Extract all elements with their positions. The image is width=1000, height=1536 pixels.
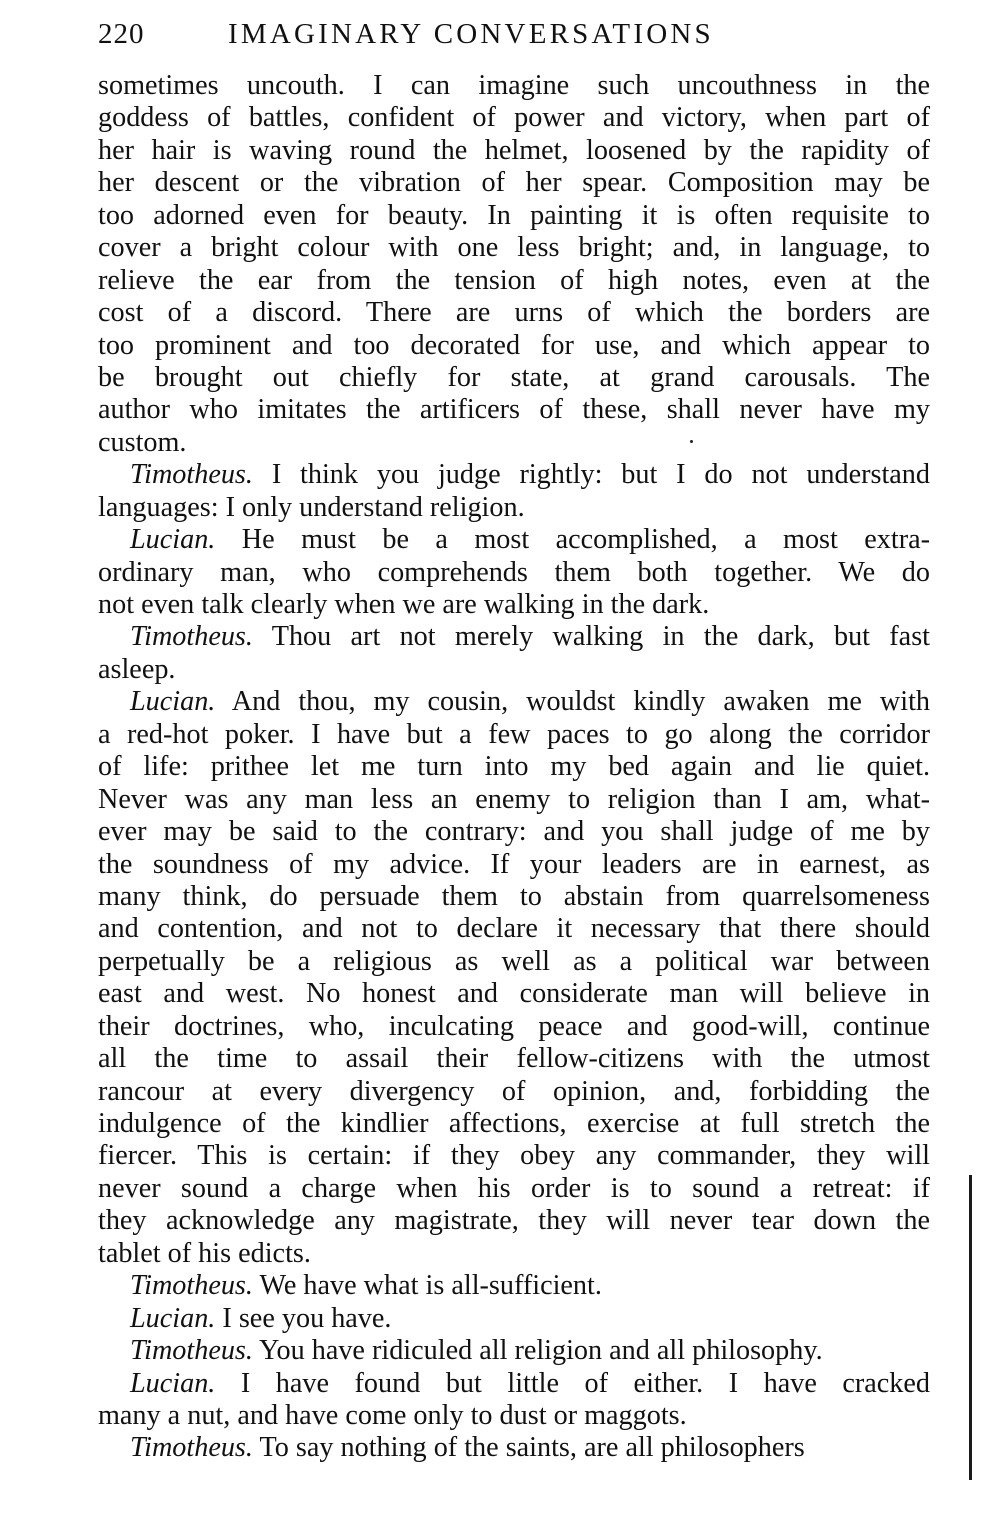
- text-line: [98, 1400, 930, 1432]
- text-line: [98, 394, 930, 426]
- line-text: perpetually be a religious as well as a political war between: [98, 945, 930, 977]
- text-line: [98, 1173, 930, 1205]
- speaker-name: Lucian.: [130, 524, 216, 556]
- text-line: [98, 784, 930, 816]
- speech-line: [98, 1270, 930, 1302]
- text-line: [98, 816, 930, 848]
- line-text: author who imitates the artificers of these, shall never have my: [98, 394, 930, 426]
- text-line: [98, 1076, 930, 1108]
- line-text: Never was any man less an enemy to religion than I am, what-: [98, 783, 930, 815]
- text-line: [98, 70, 930, 102]
- text-line: [98, 427, 930, 459]
- book-title: IMAGINARY CONVERSATIONS: [228, 18, 714, 50]
- text-line: [98, 1108, 930, 1140]
- line-text: too prominent and too decorated for use, and which appear to: [98, 329, 930, 361]
- line-text: never sound a charge when his order is to sound a retreat: if: [98, 1172, 930, 1204]
- ink-speck: [690, 440, 693, 443]
- text-line: [98, 849, 930, 881]
- line-text: We have what is all-sufficient.: [259, 1270, 602, 1302]
- line-text: asleep.: [98, 653, 176, 685]
- margin-rule: [969, 1175, 972, 1480]
- speech-line: [98, 459, 930, 491]
- line-text: ordinary man, who comprehends them both together. We do: [98, 556, 930, 588]
- line-text: languages: I only understand religion.: [98, 491, 525, 523]
- line-text: custom.: [98, 426, 187, 458]
- text-line: [98, 589, 930, 621]
- line-text: of life: prithee let me turn into my bed again and lie quiet.: [98, 751, 930, 783]
- line-text: sometimes uncouth. I can imagine such uncouthness in the: [98, 70, 930, 101]
- body-text: [98, 70, 930, 1465]
- speaker-name: Timotheus.: [130, 1335, 253, 1367]
- text-line: [98, 232, 930, 264]
- line-text: the soundness of my advice. If your leaders are in earnest, as: [98, 848, 930, 880]
- text-line: [98, 492, 930, 524]
- text-line: [98, 978, 930, 1010]
- text-line: [98, 102, 930, 134]
- text-line: [98, 913, 930, 945]
- line-text: their doctrines, who, inculcating peace and good-will, continue: [98, 1010, 930, 1042]
- line-text: they acknowledge any magistrate, they will never tear down the: [98, 1205, 930, 1237]
- text-line: [98, 719, 930, 751]
- line-text: ever may be said to the contrary: and you shall judge of me by: [98, 816, 930, 848]
- speech-line: [98, 1335, 930, 1367]
- speaker-name: Timotheus.: [130, 1270, 253, 1302]
- line-text: goddess of battles, confident of power and victory, when part of: [98, 102, 930, 134]
- line-text: You have ridiculed all religion and all philosophy.: [258, 1335, 823, 1367]
- line-text: cover a bright colour with one less bright; and, in language, to: [98, 232, 930, 264]
- speaker-name: Lucian.: [130, 1367, 216, 1399]
- speech-line: [98, 524, 930, 556]
- text-line: [98, 881, 930, 913]
- line-text: cost of a discord. There are urns of which the borders are: [98, 297, 930, 329]
- text-line: [98, 200, 930, 232]
- line-text: be brought out chiefly for state, at grand carousals. The: [98, 361, 930, 393]
- text-line: [98, 1011, 930, 1043]
- line-text: many a nut, and have come only to dust or maggots.: [98, 1399, 687, 1431]
- speaker-name: Lucian.: [130, 686, 216, 718]
- line-text: I have found but little of either. I have cracked: [240, 1367, 930, 1399]
- speech-line: [98, 1432, 930, 1464]
- line-text: He must be a most accomplished, a most extra-: [241, 524, 930, 556]
- line-text: her hair is waving round the helmet, loosened by the rapidity of: [98, 134, 930, 166]
- speaker-name: Lucian.: [130, 1302, 216, 1334]
- line-text: Thou art not merely walking in the dark, but fast: [271, 621, 930, 653]
- text-line: [98, 1140, 930, 1172]
- text-line: [98, 297, 930, 329]
- line-text: and contention, and not to declare it necessary that there should: [98, 913, 930, 945]
- line-text: I see you have.: [222, 1302, 392, 1334]
- text-line: [98, 1205, 930, 1237]
- text-line: [98, 167, 930, 199]
- text-line: [98, 654, 930, 686]
- text-line: [98, 751, 930, 783]
- speaker-name: Timotheus.: [130, 621, 253, 653]
- line-text: all the time to assail their fellow-citizens with the utmost: [98, 1043, 930, 1075]
- speaker-name: Timotheus.: [130, 459, 253, 491]
- speech-line: [98, 686, 930, 718]
- text-line: [98, 557, 930, 589]
- text-line: [98, 1043, 930, 1075]
- line-text: too adorned even for beauty. In painting it is often requisite to: [98, 199, 930, 231]
- text-line: [98, 946, 930, 978]
- text-line: [98, 362, 930, 394]
- page-number: 220: [98, 18, 145, 50]
- text-line: [98, 135, 930, 167]
- line-text: And thou, my cousin, wouldst kindly awaken me with: [231, 686, 930, 718]
- line-text: I think you judge rightly: but I do not understand: [271, 459, 930, 491]
- line-text: relieve the ear from the tension of high notes, even at the: [98, 264, 930, 296]
- line-text: tablet of his edicts.: [98, 1237, 311, 1269]
- speech-line: [98, 621, 930, 653]
- line-text: rancour at every divergency of opinion, and, forbidding the: [98, 1075, 930, 1107]
- line-text: her descent or the vibration of her spear. Composition may be: [98, 167, 930, 199]
- text-line: [98, 1238, 930, 1270]
- line-text: indulgence of the kindlier affections, exercise at full stretch the: [98, 1108, 930, 1139]
- line-text: a red-hot poker. I have but a few paces to go along the corridor: [98, 718, 930, 750]
- speech-line: [98, 1303, 930, 1335]
- line-text: many think, do persuade them to abstain from quarrelsomeness: [98, 880, 930, 912]
- line-text: fiercer. This is certain: if they obey any commander, they will: [98, 1140, 930, 1172]
- speaker-name: Timotheus.: [130, 1432, 253, 1464]
- text-line: [98, 330, 930, 362]
- speech-line: [98, 1368, 930, 1400]
- line-text: To say nothing of the saints, are all philosophers: [259, 1432, 805, 1464]
- line-text: not even talk clearly when we are walking in the dark.: [98, 589, 710, 620]
- text-line: [98, 265, 930, 297]
- running-head: [98, 12, 938, 52]
- line-text: east and west. No honest and considerate man will believe in: [98, 978, 930, 1010]
